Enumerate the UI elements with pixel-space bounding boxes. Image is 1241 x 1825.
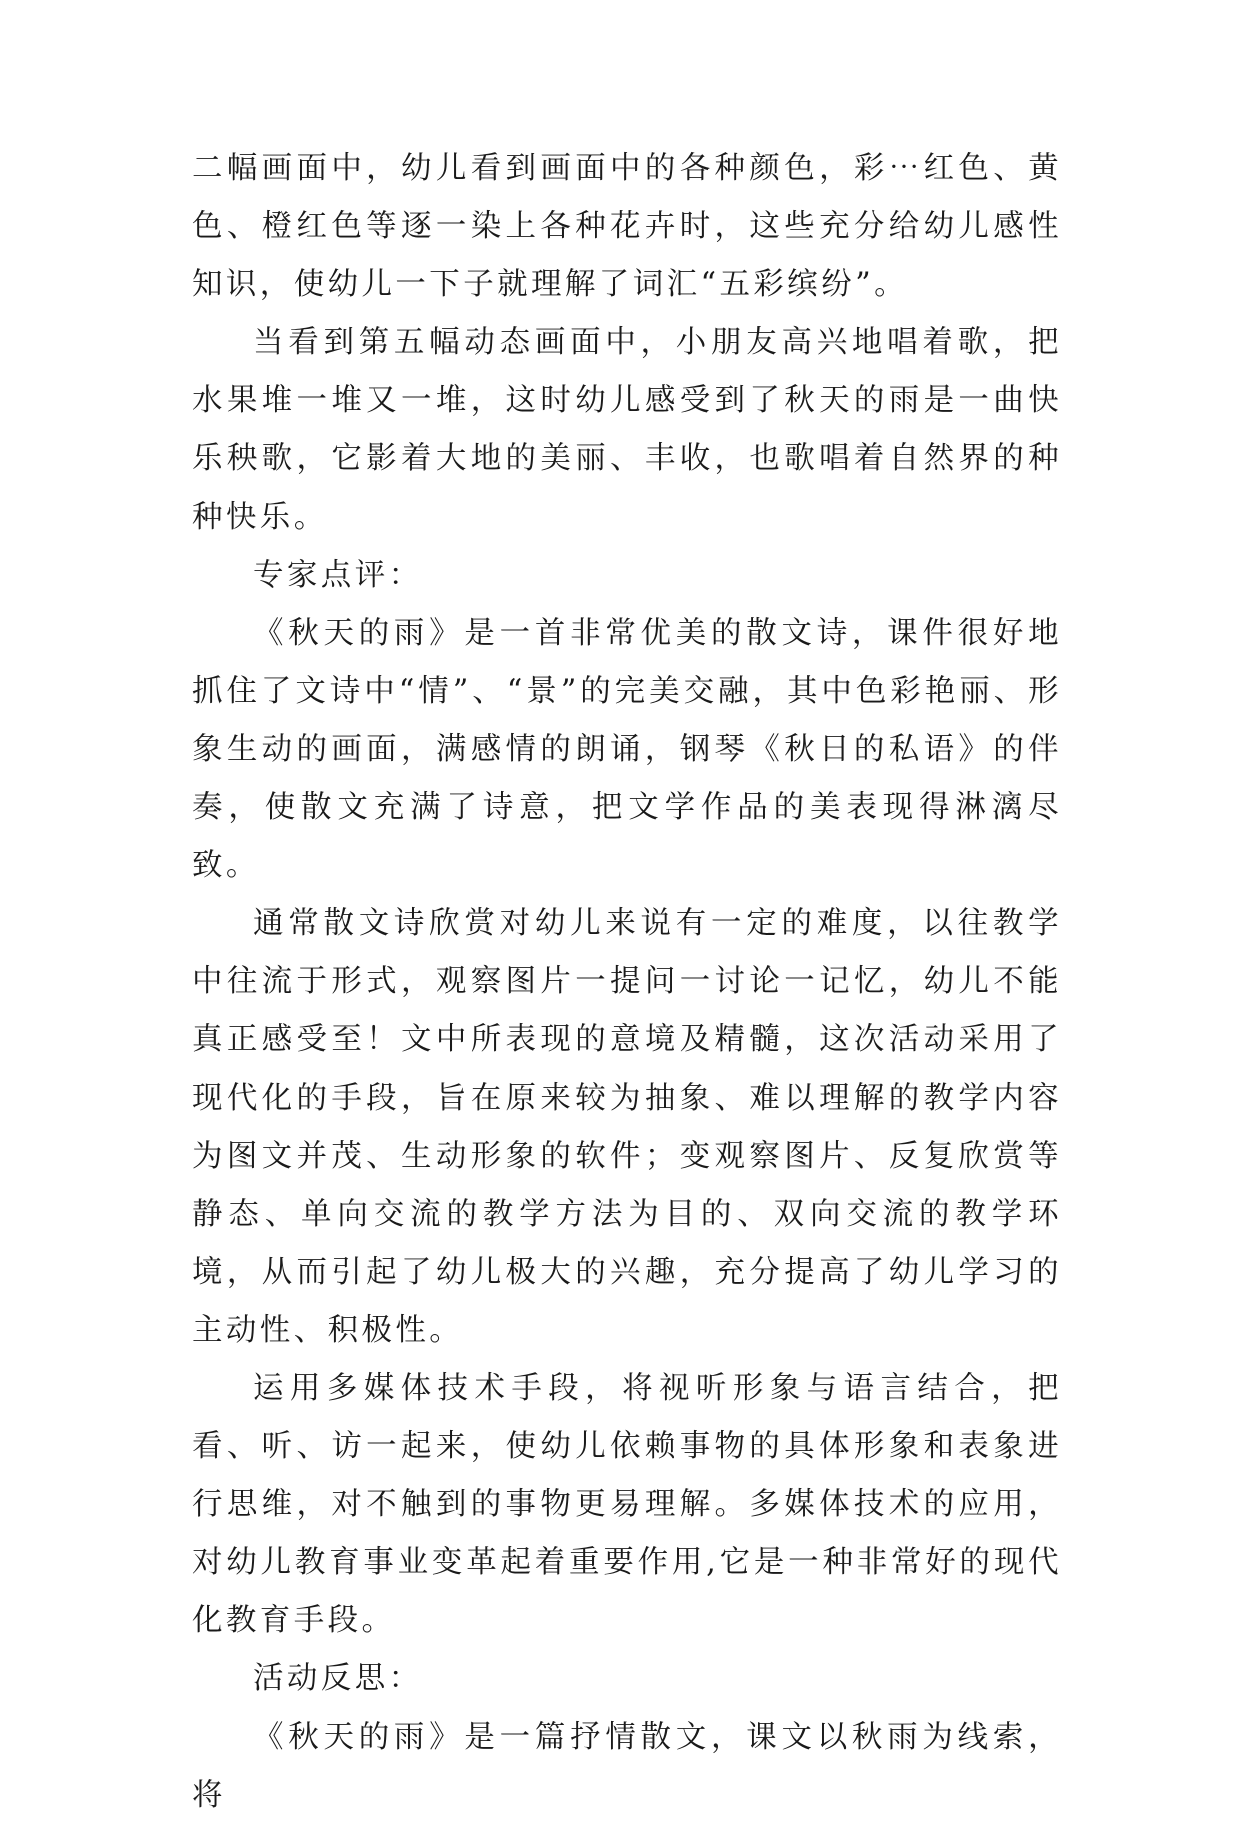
- paragraph-2: 当看到第五幅动态画面中，小朋友高兴地唱着歌，把水果堆一堆又一堆，这时幼儿感受到了秋天的雨是一曲快乐秧歌，它影着大地的美丽、丰收，也歌唱着自然界的种种快乐。: [192, 325, 1062, 535]
- paragraph-3: 《秋天的雨》是一首非常优美的散文诗，课件很好地抓住了文诗中“情”、“景”的完美交融，其中色彩艳丽、形象生动的画面，满感情的朗诵，钢琴《秋日的私语》的伴奏，使散文充满了诗意，把文学作品的美表现得淋漓尽致。: [192, 615, 1062, 884]
- section-heading-expert-review: 专家点评：: [253, 557, 423, 593]
- paragraph-6: 《秋天的雨》是一篇抒情散文，课文以秋雨为线索，将: [192, 1719, 1062, 1813]
- paragraph-5: 运用多媒体技术手段，将视听形象与语言结合，把看、听、访一起来，使幼儿依赖事物的具体形象和表象进行思维，对不触到的事物更易理解。多媒体技术的应用，对幼儿教育事业变革起着重要作用,它是一种非常好的现代化教育手段。: [192, 1370, 1062, 1639]
- document-page: [192, 140, 1062, 1825]
- section-heading-activity-reflection: 活动反思：: [253, 1661, 423, 1697]
- paragraph-1: 二幅画面中，幼儿看到画面中的各种颜色，彩⋯红色、黄色、橙红色等逐一染上各种花卉时，这些充分给幼儿感性知识，使幼儿一下子就理解了词汇“五彩缤纷”。: [192, 151, 1062, 303]
- paragraph-4: 通常散文诗欣赏对幼儿来说有一定的难度，以往教学中往流于形式，观察图片一提问一讨论一记忆，幼儿不能真正感受至！文中所表现的意境及精髓，这次活动采用了现代化的手段，旨在原来较为抽象、难以理解的教学内容为图文并茂、生动形象的软件；变观察图片、反复欣赏等静态、单向交流的教学方法为目的、双向交流的教学环境，从而引起了幼儿极大的兴趣，充分提高了幼儿学习的主动性、积极性。: [192, 906, 1062, 1348]
